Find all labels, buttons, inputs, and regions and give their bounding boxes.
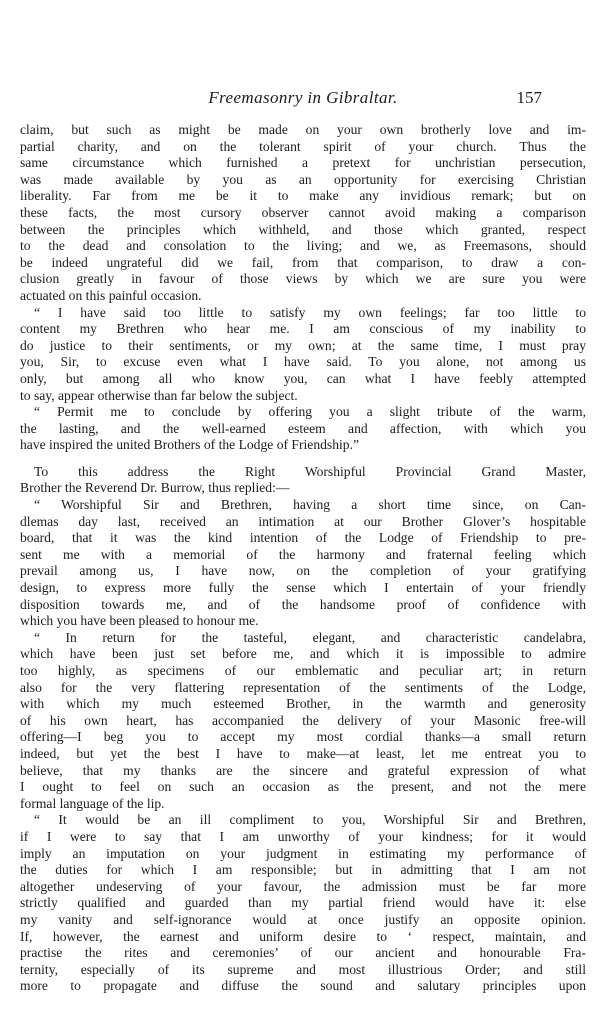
text-line: claim, but such as might be made on your own brotherly love and im- <box>20 122 586 137</box>
text-line: only, but among all who know you, can what I have feebly attempted <box>20 370 586 386</box>
text-line: clusion greatly in favour of those views by which we are sure you were <box>20 271 586 287</box>
text-line: do justice to their sentiments, or my own; at the same time, I must pray <box>20 337 586 353</box>
text-line: to say, appear otherwise than far below the subject. <box>20 387 298 403</box>
paragraph-1 <box>20 122 586 305</box>
text-line: these facts, the most cursory observer cannot avoid making a comparison <box>20 204 586 220</box>
text-line: “ Worshipful Sir and Brethren, having a short time since, on Can- <box>34 497 586 513</box>
text-line: offering—I beg you to accept my most cordial thanks—a small return <box>20 729 586 745</box>
text-line: was made available by you as an opportunity for exercising Christian <box>20 171 586 187</box>
running-title: Freemasonry in Gibraltar. <box>208 88 398 107</box>
paragraph-6 <box>20 630 586 813</box>
text-line: actuated on this painful occasion. <box>20 287 202 303</box>
text-line: formal language of the lip. <box>20 795 165 811</box>
text-line: partial charity, and on the tolerant spirit of your church. Thus the <box>20 138 586 154</box>
text-line: practise the rites and ceremonies’ of our ancient and honourable Fra- <box>20 945 586 961</box>
running-head <box>20 88 586 110</box>
paragraph-4 <box>20 464 586 497</box>
text-line: altogether undeserving of your favour, the admission must be far more <box>20 878 586 894</box>
text-line: I ought to feel on such an occasion as the present, and not the mere <box>20 779 586 795</box>
text-line: which you have been pleased to honour me. <box>20 613 259 629</box>
text-line: strictly qualified and guarded than my partial friend would have it: else <box>20 895 586 911</box>
text-line: “ I have said too little to satisfy my own feelings; far too little to <box>34 304 586 320</box>
text-line: dlemas day last, received an intimation at our Brother Glover’s hospitable <box>20 513 586 529</box>
text-line: if I were to say that I am unworthy of your kindness; for it would <box>20 828 586 844</box>
text-line: same circumstance which furnished a pretext for unchristian persecution, <box>20 155 586 171</box>
text-line: imply an imputation on your judgment in estimating my performance of <box>20 845 586 861</box>
text-line: more to propagate and diffuse the sound and salutary principles upon <box>20 978 586 994</box>
text-line: which have been just set before me, and which it is impossible to admire <box>20 646 586 662</box>
text-line: of his own heart, has accompanied the delivery of your Masonic free-will <box>20 712 586 728</box>
text-line: To this address the Right Worshipful Provincial Grand Master, <box>34 463 586 479</box>
text-line: the duties for which I am responsible; but in admitting that I am not <box>20 862 586 878</box>
text-line: indeed, but yet the best I have to make—at least, let me entreat you to <box>20 745 586 761</box>
text-line: the lasting, and the well-earned esteem and affection, with which you <box>20 420 586 436</box>
text-line: also for the very flattering representation of the sentiments of the Lodge, <box>20 679 586 695</box>
text-line: Brother the Reverend Dr. Burrow, thus replied:— <box>20 480 290 496</box>
text-line: “ It would be an ill compliment to you, Worshipful Sir and Brethren, <box>34 812 586 828</box>
text-line: “ In return for the tasteful, elegant, and characteristic candelabra, <box>34 629 586 645</box>
text-line: have inspired the united Brothers of the Lodge of Friendship.” <box>20 437 360 453</box>
body-text <box>20 122 586 995</box>
text-line: design, to express more fully the sense which I entertain of your friendly <box>20 580 586 596</box>
text-line: be indeed ungrateful did we fail, from that comparison, to draw a con- <box>20 254 586 270</box>
text-line: believe, that my thanks are the sincere and grateful expression of what <box>20 762 586 778</box>
text-line: board, that it was the kind intention of the Lodge of Friendship to pre- <box>20 530 586 546</box>
text-line: sent me with a memorial of the harmony and fraternal feeling which <box>20 546 586 562</box>
paragraph-gap <box>20 454 586 464</box>
text-line: prevail among us, I have now, on the completion of your gratifying <box>20 563 586 579</box>
text-line: liberality. Far from me be it to make any invidious remark; but on <box>20 188 586 204</box>
text-line: too highly, as specimens of our emblematic and peculiar art; in return <box>20 663 586 678</box>
text-line: “ Permit me to conclude by offering you a slight tribute of the warm, <box>34 404 586 420</box>
text-line: you, Sir, to excuse even what I have said. To you alone, not among us <box>20 354 586 370</box>
text-line: between the principles which withheld, and those which granted, respect <box>20 221 586 237</box>
text-line: ternity, especially of its supreme and most illustrious Order; and still <box>20 961 586 977</box>
text-line: with which my much esteemed Brother, in the warmth and generosity <box>20 696 586 712</box>
text-line: to the dead and consolation to the living; and we, as Freemasons, should <box>20 238 586 254</box>
paragraph-3 <box>20 404 586 454</box>
paragraph-5 <box>20 497 586 630</box>
text-line: disposition towards me, and of the handsome proof of confidence with <box>20 596 586 612</box>
paragraph-2 <box>20 305 586 405</box>
text-line: content my Brethren who hear me. I am conscious of my inability to <box>20 321 586 337</box>
text-line: my vanity and self-ignorance would at once justify an opposite opinion. <box>20 911 586 927</box>
text-line: If, however, the earnest and uniform desire to ‘ respect, maintain, and <box>20 928 586 944</box>
paragraph-7 <box>20 812 586 995</box>
page-number: 157 <box>516 88 542 107</box>
